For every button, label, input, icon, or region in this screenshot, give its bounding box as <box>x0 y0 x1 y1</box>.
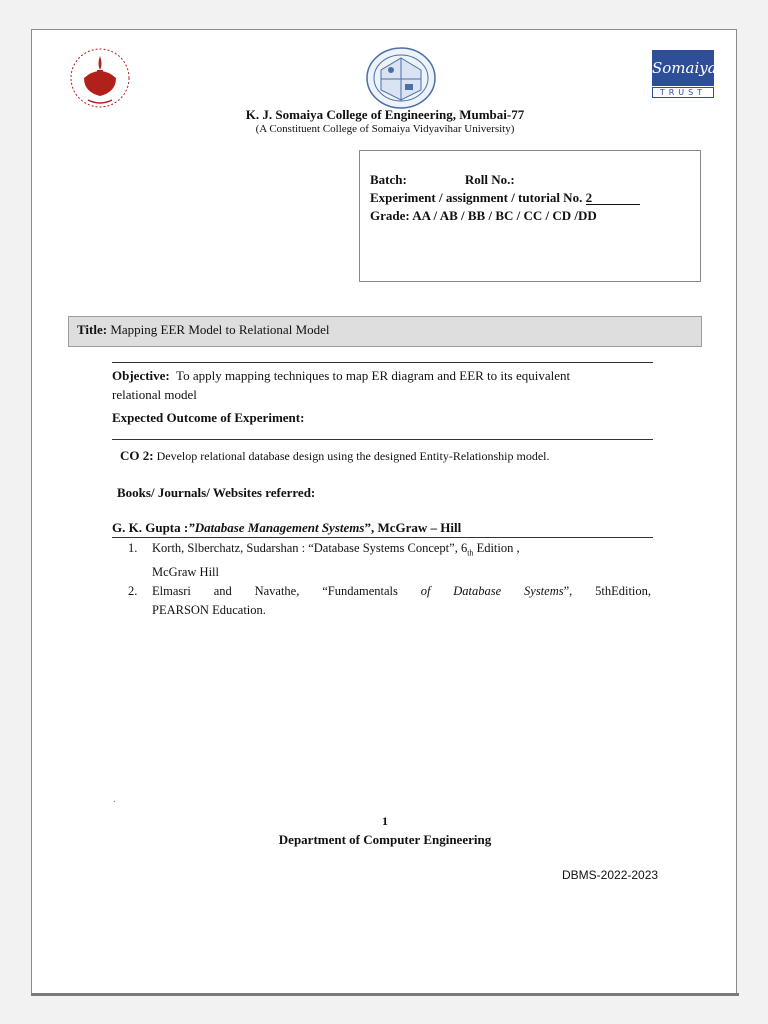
co-label: CO 2: <box>120 448 154 463</box>
objective-paragraph <box>112 366 612 404</box>
somaiya-wordmark: Somaiya <box>652 50 714 86</box>
stray-dot: . <box>113 794 116 805</box>
primary-publisher: ”, McGraw – Hill <box>364 520 462 535</box>
ref-italic-of: of <box>420 583 431 598</box>
ref-line2: McGraw Hill <box>152 564 219 579</box>
page-number: 1 <box>382 814 388 828</box>
title-label: Title: <box>77 322 108 337</box>
course-code: DBMS-2022-2023 <box>562 868 659 882</box>
college-subtitle: (A Constituent College of Somaiya Vidyavihar University) <box>255 123 515 135</box>
co-text: Develop relational database design using the designed Entity-Relationship model. <box>156 449 550 463</box>
roll-no-label: Roll No.: <box>464 172 515 187</box>
ref-superscript: th <box>467 548 474 558</box>
objective-top-rule <box>112 362 653 363</box>
ref-line2: PEARSON Education. <box>152 602 266 617</box>
list-number: 1. <box>128 541 138 555</box>
primary-author: G. K. Gupta : <box>112 520 189 535</box>
list-item <box>128 539 651 582</box>
ref-text-pre: Elmasri and Navathe, “Fundamentals <box>152 583 421 598</box>
experiment-label: Experiment / assignment / tutorial No. <box>370 190 583 205</box>
primary-reference <box>112 520 653 538</box>
objective-label: Objective: <box>112 368 170 383</box>
outcome-rule <box>112 439 653 440</box>
grade-line: Grade: AA / AB / BB / BC / CC / CD /DD <box>370 208 597 223</box>
course-outcome <box>120 448 550 464</box>
experiment-line <box>370 190 640 206</box>
document-page <box>31 29 737 995</box>
ref-space <box>430 584 453 598</box>
objective-text: To apply mapping techniques to map ER diagram and EER to its equivalent relational model <box>112 368 571 402</box>
reference-list <box>128 539 651 620</box>
somaiya-vidyavihar-logo <box>66 44 134 112</box>
kjsce-emblem-logo <box>365 46 437 110</box>
ref-text-end: Edition , <box>473 541 520 555</box>
ref-line1 <box>152 582 651 601</box>
trust-label: TRUST <box>652 87 714 98</box>
page-shadow <box>31 993 739 996</box>
student-info-box <box>359 150 701 282</box>
title-value: Mapping EER Model to Relational Model <box>110 322 330 337</box>
references-heading: Books/ Journals/ Websites referred: <box>117 485 316 500</box>
somaiya-trust-logo <box>652 50 717 98</box>
ref-text: Korth, Slberchatz, Sudarshan : “Database Systems Concept”, 6 <box>152 541 468 555</box>
batch-label: Batch: <box>370 172 407 187</box>
ref-italic-title: Database Systems <box>453 583 564 598</box>
list-number: 2. <box>128 583 138 598</box>
title-bar <box>68 316 702 347</box>
experiment-number: 2 <box>586 191 641 205</box>
department-footer: Department of Computer Engineering <box>278 832 492 847</box>
ref-text-post: ”, 5thEdition, <box>563 583 652 598</box>
batch-roll-line <box>370 172 515 188</box>
primary-title: ”Database Management Systems <box>188 520 365 535</box>
list-item <box>128 582 651 620</box>
college-name: K. J. Somaiya College of Engineering, Mumbai-77 <box>245 107 525 122</box>
expected-outcome-heading: Expected Outcome of Experiment: <box>112 410 305 425</box>
